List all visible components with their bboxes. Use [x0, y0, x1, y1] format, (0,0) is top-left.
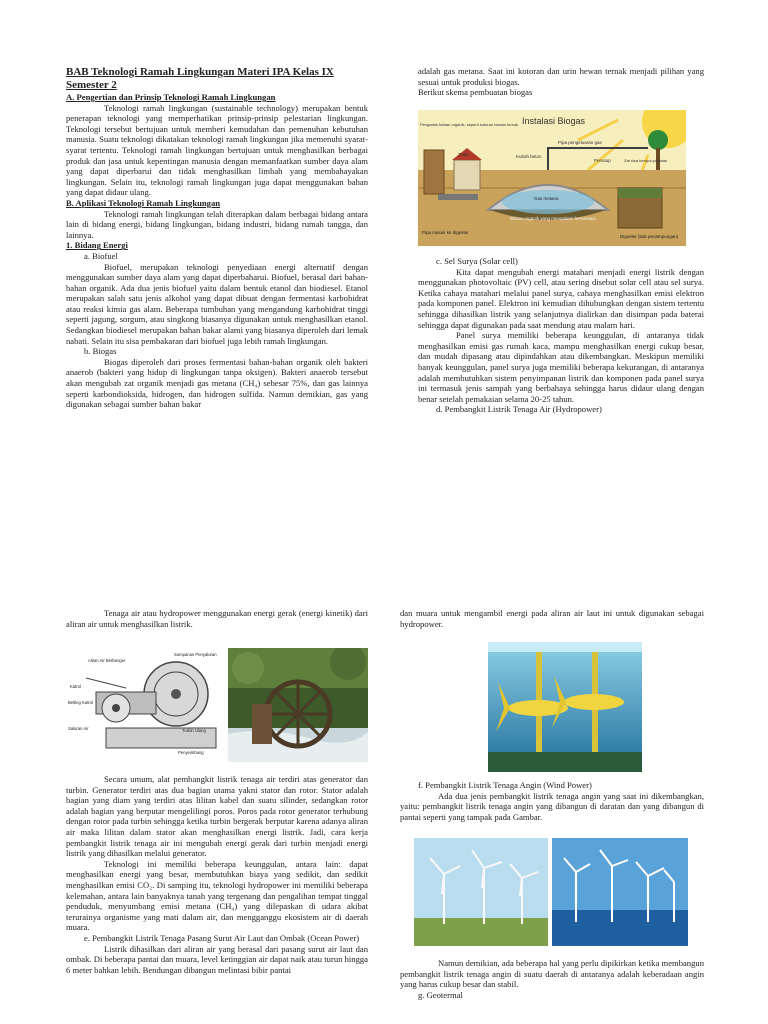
document-page-2 — [0, 512, 768, 1024]
biogas-schema-caption: Berikut skema pembuatan biogas — [418, 87, 533, 98]
hydro-paragraph-1: Secara umum, alat pembangkit listrik tenaga air terdiri atas generator dan turbin. Generator terdiri atas dua bagian utama yakni stator dan rotor. Stator adalah bagian yang diam yang terdiri atas lilitan kabel dan suatu silinder, sedangkan rotor adalah bagian yang berputar mengelilingi poros. Poros pada rotor generator terhubung dengan rotor pada turbin sehingga ketika turbin bergerak berputar karena adanya aliran air maka lilitan dalam stator akan menghasilkan energi listrik. Jadi, cara kerja pembangkit listrik tenaga air ini mengubah energi gerak dari turbin menjadi energi listrik yang dihasilkan melalui generator. — [66, 774, 368, 859]
subsection-b-heading: b. Biogas — [84, 346, 117, 357]
biogas-label-pengaduk: Pengaduk bahan organik, seperti kotoran hewan ternak — [420, 122, 519, 127]
hydro-intro-paragraph: Tenaga air atau hydropower menggunakan energi gerak (energi kinetik) dari aliran air untuk menghasilkan listrik. — [66, 608, 368, 629]
wind-farm-land-photo — [414, 838, 548, 946]
water-wheel-photo — [228, 648, 368, 762]
biogas-label-penutup: Penutup — [594, 158, 611, 163]
right-column-bottom-page-2 — [400, 780, 704, 822]
turbine-label-belting: Belting Katrol — [68, 700, 93, 705]
biogas-installation-figure — [418, 110, 686, 246]
water-wheel-illustration — [228, 648, 368, 762]
section-b-paragraph: Teknologi ramah lingkungan telah diterapkan dalam berbagai bidang antara lain di bidang energi, bidang lingkungan, bidang industri, bidang rumah tangga, dan lainnya. — [66, 208, 368, 240]
wind-farm-offshore-photo — [552, 838, 688, 946]
wind-farm-offshore-illustration — [552, 838, 688, 946]
right-column-top-page-2 — [400, 608, 704, 629]
subsection-f-heading: f. Pembangkit Listrik Tenaga Angin (Wind Power) — [418, 780, 592, 790]
wind-farm-land-illustration — [414, 838, 548, 946]
ocean-paragraph: Listrik dihasilkan dari aliran air yang berasal dari pasang surut air laut dan ombak. Di beberapa pantai dan muara, level ketinggian air dapat naik atau turun hingga 6 meter bahkan lebih. Bendungan dibangun melintasi bibir pantai — [66, 943, 368, 975]
turbine-label-aliran: Aliran Air Berbenger — [88, 658, 126, 663]
underwater-turbine-photo — [488, 642, 642, 772]
turbine-label-saluran: Saluran Air — [68, 726, 89, 731]
turbine-label-penyeimbang: Penyeimbang — [178, 750, 204, 755]
turbine-label-turbin: Turbin Ulang — [182, 728, 206, 733]
biogas-label-toilet: Toilet — [458, 152, 469, 157]
right-column-bottom-page-1 — [418, 256, 704, 415]
biogas-paragraph: Biogas diperoleh dari proses fermentasi bahan-bahan organik oleh bakteri anaerob (bakteri yang hidup di lingkungan tanpa oksigen). Bakteri anaerob tersebut akan mengubah zat organik menjadi gas metana (CH₄) sebesar 75%, dan gas lainnya seperti karbondioksida, hidrogen, dan hidrogen sulfida. Namun demikian, gas yang digunakan sebagai sumber bahan bakar — [66, 356, 368, 410]
biofuel-paragraph: Biofuel, merupakan teknologi penyediaan energi alternatif dengan menggunakan sumber daya alam yang dapat diperbaharui. Biofuel, berasal dari bahan-bahan organik. Ada dua jenis biofuel yaitu dalam bentuk etanol dan biodiesel. Etanol merupakan salah satu jenis alkohol yang dapat dibuat dengan fermentasi karbohidrat atau reaksi kimia gas alam. Beberapa tumbuhan yang mengandung karbohidrat tinggi seperti jagung, sorgum, atau singkong biasanya digunakan untuk menghasilkan etanol. Sedangkan biodiesel merupakan bahan bakar alami yang biasanya diperoleh dari lemak nabati. Selain itu sisa pembakaran dari biofuel juga lebih ramah lingkungan. — [66, 261, 368, 346]
section-1-heading: 1. Bidang Energi — [66, 240, 128, 251]
document-title: BAB Teknologi Ramah Lingkungan Materi IPA Kelas IX Semester 2 — [66, 66, 334, 91]
biogas-label-bahan-organik: Bahan organik yang mengalami fermentasi — [510, 216, 596, 221]
hydro-paragraph-2: Teknologi ini memiliki beberapa keunggulan, antara lain: dapat menghasilkan energi yang besar, membutuhkan biaya yang sedikit, dan sedikit menghasilkan emisi CO₂. Di samping itu, teknologi hydropower ini memiliki beberapa kelemahan, antara lain banyaknya tanah yang tergenang dan pengalihan tempat tinggal penduduk, menyumbang emisi metana (CH₄) yang dilepaskan di udara akibat terurainya organisme yang mati dalam air, dan mengganggu ekosistem air di daerah muara. — [66, 858, 368, 933]
turbine-label-katrol: Katrol — [70, 684, 81, 689]
water-turbine-diagram — [66, 648, 222, 762]
section-b-heading: B. Aplikasi Teknologi Ramah Lingkungan — [66, 197, 221, 208]
solar-paragraph-1: Kita dapat mengubah energi matahari menjadi energi listrik dengan menggunakan photovoltaic (PV) cell, atau sering disebut solar cell atau sel surya. Ketika cahaya matahari melalui panel surya, cahaya menghasilkan emisi elektron pada komponen panel. Elektron ini kemudian dihubungkan dengan sistem tertentu sehingga dihasilkan listrik yang selanjutnya dialirkan dan disimpan pada baterai sehingga dapat digunakan pada saat mendung atau malam hari. — [418, 266, 704, 330]
turbine-label-sumpanan: Sumpanan Penyaluran — [174, 652, 217, 657]
subsection-g-heading: g. Geotermal — [418, 989, 463, 1000]
biogas-label-zat-sisa: Zat sisa berupa padatan — [624, 158, 668, 163]
biogas-label-digester: Digester (bak penampungan) — [620, 234, 679, 239]
subsection-e-heading: e. Pembangkit Listrik Tenaga Pasang Surut Air Laut dan Ombak (Ocean Power) — [84, 932, 360, 943]
biogas-continuation: adalah gas metana. Saat ini kotoran dan urin hewan ternak menjadi pilihan yang sesuai untuk produksi biogas. — [418, 66, 704, 87]
section-a-paragraph: Teknologi ramah lingkungan (sustainable technology) merupakan bentuk penerapan teknologi yang memperhatikan prinsip-prinsip pelestarian lingkungan. Teknologi tersebut bertujuan untuk memberi kemudahan dan pemenuhan kebutuhan manusia. Suatu teknologi dikatakan teknologi ramah lingkungan jika memenuhi syarat-syarat tertentu. Teknologi ramah lingkungan bertujuan untuk menghasilkan berbagai produk dan jasa untuk kepentingan manusia dengan memanfaatkan sumber daya alam yang dapat diperbarui dan tidak menghasilkan limbah yang membahayakan lingkungan. Selain itu, teknologi ramah lingkungan juga dapat menggunakan bahan yang dapat didaur ulang. — [66, 102, 368, 198]
left-column-page-2 — [66, 774, 368, 975]
hydro-intro — [66, 608, 368, 629]
biogas-illustration — [418, 110, 686, 246]
solar-paragraph-2: Panel surya memiliki beberapa keunggulan, di antaranya tidak menghasilkan emisi gas rumah kaca, mampu menghasilkan energi cukup besar, dan mudah dipasang atau dipindahkan atau dikembangkan. Meskipun memiliki banyak keunggulan, panel surya juga memiliki beberapa kekurangan, di antaranya adalah membutuhkan sistem penyimpanan listrik dan komponen pada panel surya ini termasuk jenis sampah yang berbahaya sehingga harus didaur ulang dengan benar setelah pemakaian selama 20-25 tahun. — [418, 330, 704, 404]
section-a-heading: A. Pengertian dan Prinsip Teknologi Ramah Lingkungan — [66, 92, 276, 102]
subsection-d-heading: d. Pembangkit Listrik Tenaga Air (Hydropower) — [436, 404, 602, 415]
wind-paragraph-1: Ada dua jenis pembangkit listrik tenaga angin yang saat ini dikembangkan, yaitu: pembangkit listrik tenaga angin yang dibangun di daratan dan yang dibangun di pantai seperti yang tampak pada Gambar. — [400, 790, 704, 822]
biogas-label-kubah: Kubah beton — [516, 154, 542, 159]
biogas-label-pipa-gas: Pipa pengeluaran gas — [558, 140, 602, 145]
left-column-page-1 — [66, 66, 368, 410]
wind-paragraph-2: Namun demikian, ada beberapa hal yang perlu dipikirkan ketika membangun pembangkit listrik tenaga angin di suatu daerah di antaranya adalah keberadaan angin yang harus cukup besar dan stabil. — [400, 958, 704, 990]
subsection-c-heading: c. Sel Surya (Solar cell) — [436, 256, 518, 266]
turbine-illustration — [66, 648, 222, 762]
biogas-label-gas-metana: Gas metana — [534, 196, 559, 201]
ocean-continuation: dan muara untuk mengambil energi pada aliran air laut ini untuk digunakan sebagai hydropower. — [400, 608, 704, 629]
biogas-figure-title: Instalasi Biogas — [522, 116, 586, 126]
right-column-top-page-1 — [418, 66, 704, 98]
subsection-a-heading: a. Biofuel — [84, 250, 118, 261]
right-column-end-page-2 — [400, 958, 704, 1000]
underwater-turbine-illustration — [488, 642, 642, 772]
biogas-label-pipa-masuk: Pipa masuk ke digester — [422, 230, 469, 235]
